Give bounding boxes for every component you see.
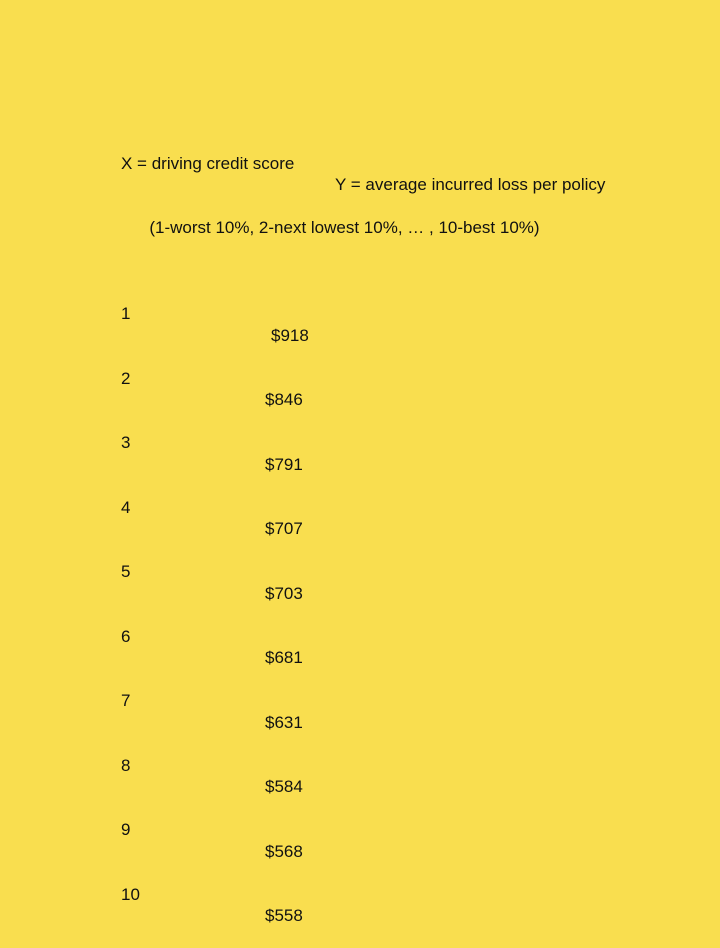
scale-note-line [121,196,540,237]
y-value: $681 [265,648,303,667]
table-row [121,475,540,538]
x-value: 5 [121,562,131,581]
y-value: $703 [265,583,303,603]
table-row [121,862,540,925]
x-value: 3 [121,433,131,452]
x-value: 9 [121,820,131,839]
data-table-text [121,88,606,927]
x-value: 7 [121,691,131,710]
table-row [121,733,540,796]
y-variable-label: Y = average incurred loss per policy [335,175,606,194]
table-row [121,346,540,409]
x-value: 1 [121,304,131,323]
table-row [121,411,540,474]
table-row [121,604,540,667]
header-line [121,131,606,194]
table-row [121,669,540,732]
y-value: $631 [265,712,303,732]
table-row [121,282,540,345]
scale-note: (1-worst 10%, 2-next lowest 10%, … , 10-best 10%) [149,218,540,237]
x-value: 6 [121,626,131,646]
y-value: $568 [265,841,303,861]
x-variable-label: X = driving credit score [121,153,295,173]
x-value: 8 [121,755,131,775]
y-value: $918 [271,325,309,345]
y-value: $558 [265,906,303,925]
y-value: $707 [265,519,303,538]
y-value: $791 [265,454,303,474]
y-value: $846 [265,390,303,409]
table-row [121,540,540,603]
x-value: 2 [121,368,131,388]
table-row [121,798,540,861]
x-value: 4 [121,497,131,517]
y-value: $584 [265,777,303,796]
x-value: 10 [121,884,140,904]
